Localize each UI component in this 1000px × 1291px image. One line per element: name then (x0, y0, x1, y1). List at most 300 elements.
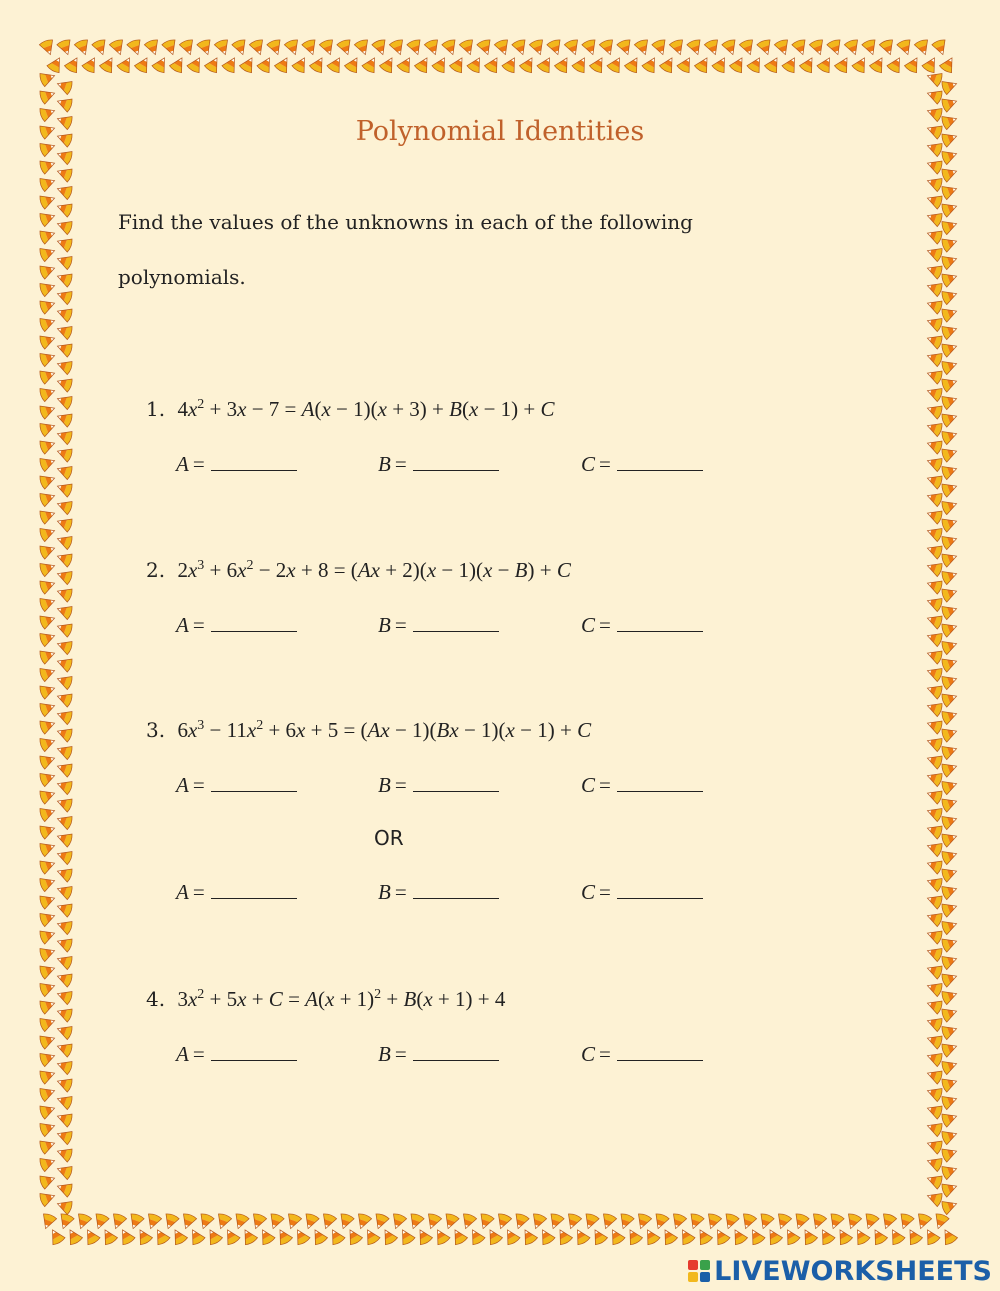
answer-c-3: C = (581, 773, 703, 798)
candy-corn-430 (925, 874, 943, 892)
candy-corn-318 (39, 1032, 57, 1050)
candy-corn-154 (477, 1213, 495, 1231)
candy-corn-252 (39, 454, 57, 472)
candy-corn-190 (792, 1213, 810, 1231)
candy-corn-205 (921, 1226, 940, 1246)
candy-corn-285 (55, 742, 73, 760)
candy-corn-412 (925, 717, 943, 735)
candy-corn-462 (925, 1154, 943, 1172)
candy-corn-7 (99, 54, 118, 74)
candy-corn-94 (861, 39, 879, 57)
candy-corn-244 (39, 384, 57, 402)
candy-corn-349 (941, 165, 959, 183)
candy-corn-321 (55, 1057, 73, 1075)
answer-blank[interactable] (413, 615, 499, 632)
answer-c-4: C = (581, 1042, 703, 1067)
problem-equation: $4x^2 + 3x - 7 = A(x - 1)(x + 3) + B(x - 1) + C$ (177, 397, 555, 421)
problem-equation: $2x^3 + 6x^2 - 2x + 8 = (Ax + 2)(x - 1)(x - B) + C$ (177, 558, 571, 582)
candy-corn-40 (389, 39, 407, 57)
candy-corn-166 (582, 1213, 600, 1231)
candy-corn-237 (55, 322, 73, 340)
candy-corn-246 (39, 402, 57, 420)
candy-corn-130 (267, 1213, 285, 1231)
candy-corn-408 (925, 682, 943, 700)
candy-corn-140 (354, 1213, 372, 1231)
candy-corn-335 (55, 1180, 73, 1198)
candy-corn-83 (764, 54, 783, 74)
candy-corn-144 (389, 1213, 407, 1231)
candy-corn-447 (941, 1022, 959, 1040)
candy-corn-126 (232, 1213, 250, 1231)
candy-corn-286 (39, 752, 57, 770)
candy-corn-165 (571, 1226, 590, 1246)
candy-corn-363 (941, 287, 959, 305)
candy-corn-53 (501, 54, 520, 74)
candy-corn-172 (634, 1213, 652, 1231)
candy-corn-90 (826, 39, 844, 57)
candy-corn-332 (39, 1154, 57, 1172)
candy-corn-306 (39, 927, 57, 945)
candy-corn-124 (214, 1213, 232, 1231)
candy-corn-416 (925, 752, 943, 770)
answer-blank[interactable] (617, 775, 703, 792)
candy-corn-301 (55, 882, 73, 900)
problem-equation: $6x^3 - 11x^2 + 6x + 5 = (Ax - 1)(Bx - 1)(x - 1) + C$ (177, 718, 592, 742)
candy-corn-282 (39, 717, 57, 735)
candy-corn-358 (925, 244, 943, 262)
candy-corn-13 (151, 54, 170, 74)
candy-corn-11 (134, 54, 153, 74)
candy-corn-81 (746, 54, 765, 74)
candy-corn-292 (39, 804, 57, 822)
candy-corn-178 (687, 1213, 705, 1231)
candy-corn-435 (941, 917, 959, 935)
answer-blank[interactable] (413, 1044, 499, 1061)
candy-corn-451 (941, 1057, 959, 1075)
candy-corn-88 (809, 39, 827, 57)
candy-corn-291 (55, 795, 73, 813)
candy-corn-104 (39, 1213, 57, 1231)
candy-corn-82 (756, 39, 774, 57)
candy-corn-376 (925, 402, 943, 420)
candy-corn-414 (925, 734, 943, 752)
candy-corn-118 (162, 1213, 180, 1231)
candy-corn-375 (941, 392, 959, 410)
answer-b-1: B = (378, 452, 499, 477)
candy-corn-230 (39, 262, 57, 280)
candy-corn-111 (99, 1226, 118, 1246)
candy-corn-175 (659, 1226, 678, 1246)
candy-corn-263 (55, 550, 73, 568)
candy-corn-325 (55, 1092, 73, 1110)
candy-corn-355 (941, 217, 959, 235)
answer-a-1: A = (176, 452, 297, 477)
candy-corn-197 (851, 1226, 870, 1246)
candy-corn-28 (284, 39, 302, 57)
candy-corn-281 (55, 707, 73, 725)
candy-corn-241 (55, 357, 73, 375)
candy-corn-23 (239, 54, 258, 74)
candy-corn-96 (879, 39, 897, 57)
candy-corn-49 (466, 54, 485, 74)
candy-corn-58 (546, 39, 564, 57)
candy-corn-249 (55, 427, 73, 445)
candy-corn-125 (221, 1226, 240, 1246)
candy-corn-127 (239, 1226, 258, 1246)
candy-corn-187 (764, 1226, 783, 1246)
candy-corn-272 (39, 629, 57, 647)
candy-corn-60 (564, 39, 582, 57)
candy-corn-45 (431, 54, 450, 74)
candy-corn-466 (925, 1189, 943, 1207)
candy-corn-446 (925, 1014, 943, 1032)
candy-corn-403 (941, 637, 959, 655)
candy-corn-275 (55, 655, 73, 673)
candy-corn-461 (941, 1145, 959, 1163)
candy-corn-379 (941, 427, 959, 445)
candy-corn-402 (925, 629, 943, 647)
logo-text: LIVEWORKSHEETS (714, 1255, 992, 1287)
candy-corn-372 (925, 367, 943, 385)
answer-c-2: C = (581, 613, 703, 638)
candy-corn-429 (941, 865, 959, 883)
candy-corn-228 (39, 244, 57, 262)
candy-corn-406 (925, 664, 943, 682)
candy-corn-437 (941, 935, 959, 953)
candy-corn-75 (694, 54, 713, 74)
candy-corn-134 (302, 1213, 320, 1231)
candy-corn-146 (407, 1213, 425, 1231)
candy-corn-181 (711, 1226, 730, 1246)
candy-corn-240 (39, 349, 57, 367)
candy-corn-348 (925, 157, 943, 175)
candy-corn-283 (55, 725, 73, 743)
candy-corn-452 (925, 1067, 943, 1085)
candy-corn-52 (494, 39, 512, 57)
candy-corn-307 (55, 935, 73, 953)
candy-corn-143 (379, 1226, 398, 1246)
candy-corn-309 (55, 952, 73, 970)
candy-corn-295 (55, 830, 73, 848)
candy-corn-297 (55, 847, 73, 865)
candy-corn-36 (354, 39, 372, 57)
candy-corn-132 (284, 1213, 302, 1231)
candy-corn-64 (599, 39, 617, 57)
candy-corn-253 (55, 462, 73, 480)
candy-corn-407 (941, 672, 959, 690)
candy-corn-163 (554, 1226, 573, 1246)
problem-4 (146, 987, 505, 1012)
candy-corn-34 (336, 39, 354, 57)
candy-corn-420 (925, 787, 943, 805)
answer-blank[interactable] (211, 615, 297, 632)
candy-corn-164 (564, 1213, 582, 1231)
candy-corn-138 (337, 1213, 355, 1231)
candy-corn-383 (941, 462, 959, 480)
candy-corn-177 (676, 1226, 695, 1246)
candy-corn-439 (941, 952, 959, 970)
candy-corn-4 (74, 39, 92, 57)
candy-corn-221 (55, 182, 73, 200)
candy-corn-101 (921, 54, 940, 74)
candy-corn-397 (941, 585, 959, 603)
problem-number: 4. (146, 987, 166, 1011)
candy-corn-273 (55, 637, 73, 655)
candy-corn-436 (925, 927, 943, 945)
candy-corn-42 (406, 39, 424, 57)
candy-corn-117 (151, 1226, 170, 1246)
answer-blank[interactable] (211, 775, 297, 792)
candy-corn-327 (55, 1110, 73, 1128)
candy-corn-183 (729, 1226, 748, 1246)
candy-corn-467 (941, 1197, 959, 1215)
candy-corn-10 (126, 39, 144, 57)
candy-corn-394 (925, 559, 943, 577)
candy-corn-271 (55, 620, 73, 638)
candy-corn-54 (511, 39, 529, 57)
candy-corn-198 (862, 1213, 880, 1231)
candy-corn-169 (606, 1226, 625, 1246)
candy-corn-211 (55, 95, 73, 113)
candy-corn-85 (781, 54, 800, 74)
candy-corn-279 (55, 690, 73, 708)
candy-corn-73 (676, 54, 695, 74)
candy-corn-21 (221, 54, 240, 74)
candy-corn-147 (414, 1226, 433, 1246)
candy-corn-382 (925, 454, 943, 472)
candy-corn-128 (249, 1213, 267, 1231)
candy-corn-62 (581, 39, 599, 57)
candy-corn-255 (55, 480, 73, 498)
candy-corn-66 (616, 39, 634, 57)
candy-corn-341 (941, 95, 959, 113)
candy-corn-460 (925, 1137, 943, 1155)
candy-corn-377 (941, 410, 959, 428)
candy-corn-202 (897, 1213, 915, 1231)
candy-corn-48 (459, 39, 477, 57)
candy-corn-455 (941, 1092, 959, 1110)
candy-corn-413 (941, 725, 959, 743)
candy-corn-449 (941, 1040, 959, 1058)
candy-corn-109 (81, 1226, 100, 1246)
candy-corn-233 (55, 287, 73, 305)
answer-a-2: A = (176, 613, 297, 638)
or-label: OR (374, 826, 404, 850)
candy-corn-453 (941, 1075, 959, 1093)
candy-corn-201 (886, 1226, 905, 1246)
candy-corn-353 (941, 200, 959, 218)
problem-equation: $3x^2 + 5x + C = A(x + 1)^2 + B(x + 1) + 4$ (177, 987, 506, 1011)
candy-corn-131 (274, 1226, 293, 1246)
candy-corn-266 (39, 577, 57, 595)
candy-corn-188 (774, 1213, 792, 1231)
candy-corn-450 (925, 1049, 943, 1067)
candy-corn-92 (844, 39, 862, 57)
candy-corn-370 (925, 349, 943, 367)
candy-corn-61 (571, 54, 590, 74)
candy-corn-6 (91, 39, 109, 57)
candy-corn-260 (39, 524, 57, 542)
candy-corn-398 (925, 594, 943, 612)
candy-corn-336 (39, 1189, 57, 1207)
candy-corn-35 (344, 54, 363, 74)
candy-corn-79 (729, 54, 748, 74)
candy-corn-232 (39, 279, 57, 297)
problem-1 (146, 397, 555, 422)
page-title: Polynomial Identities (355, 116, 645, 147)
candy-corn-395 (941, 567, 959, 585)
candy-corn-388 (925, 507, 943, 525)
candy-corn-25 (256, 54, 275, 74)
candy-corn-454 (925, 1084, 943, 1102)
candy-corn-176 (669, 1213, 687, 1231)
candy-corn-206 (932, 1213, 950, 1231)
candy-corn-209 (55, 77, 73, 95)
candy-corn-150 (442, 1213, 460, 1231)
candy-corn-136 (319, 1213, 337, 1231)
candy-corn-38 (371, 39, 389, 57)
candy-corn-107 (64, 1226, 83, 1246)
candy-corn-72 (669, 39, 687, 57)
candy-corn-195 (834, 1226, 853, 1246)
candy-corn-137 (326, 1226, 345, 1246)
candy-corn-270 (39, 612, 57, 630)
candy-corn-3 (64, 54, 83, 74)
problem-number: 3. (146, 718, 166, 742)
answer-b-3: B = (378, 773, 499, 798)
candy-corn-328 (39, 1119, 57, 1137)
candy-corn-110 (92, 1213, 110, 1231)
candy-corn-56 (529, 39, 547, 57)
answer-blank[interactable] (617, 615, 703, 632)
candy-corn-89 (816, 54, 835, 74)
problem-number: 1. (146, 397, 166, 421)
candy-corn-419 (941, 777, 959, 795)
answer-b-3-alt: B = (378, 880, 499, 905)
candy-corn-71 (659, 54, 678, 74)
candy-corn-239 (55, 340, 73, 358)
candy-corn-39 (379, 54, 398, 74)
candy-corn-224 (39, 209, 57, 227)
candy-corn-289 (55, 777, 73, 795)
answer-blank[interactable] (211, 454, 297, 471)
candy-corn-142 (372, 1213, 390, 1231)
candy-corn-98 (896, 39, 914, 57)
candy-corn-12 (144, 39, 162, 57)
candy-corn-259 (55, 515, 73, 533)
candy-corn-1 (46, 54, 65, 74)
candy-corn-116 (144, 1213, 162, 1231)
candy-corn-304 (39, 909, 57, 927)
candy-corn-296 (39, 839, 57, 857)
candy-corn-369 (941, 340, 959, 358)
candy-corn-392 (925, 542, 943, 560)
answer-blank[interactable] (413, 454, 499, 471)
liveworksheets-logo[interactable] (688, 1254, 992, 1288)
candy-corn-277 (55, 672, 73, 690)
candy-corn-0 (39, 39, 57, 57)
candy-corn-159 (519, 1226, 538, 1246)
candy-corn-121 (186, 1226, 205, 1246)
candy-corn-359 (941, 252, 959, 270)
candy-corn-367 (941, 322, 959, 340)
candy-corn-280 (39, 699, 57, 717)
candy-corn-320 (39, 1049, 57, 1067)
answer-blank[interactable] (617, 1044, 703, 1061)
candy-corn-68 (634, 39, 652, 57)
candy-corn-305 (55, 917, 73, 935)
candy-corn-158 (512, 1213, 530, 1231)
candy-corn-242 (39, 367, 57, 385)
candy-corn-264 (39, 559, 57, 577)
candy-corn-314 (39, 997, 57, 1015)
candy-corn-149 (431, 1226, 450, 1246)
candy-corn-438 (925, 944, 943, 962)
candy-corn-67 (624, 54, 643, 74)
candy-corn-97 (886, 54, 905, 74)
answer-blank[interactable] (211, 1044, 297, 1061)
candy-corn-20 (214, 39, 232, 57)
candy-corn-69 (641, 54, 660, 74)
candy-corn-362 (925, 279, 943, 297)
candy-corn-113 (116, 1226, 135, 1246)
candy-corn-316 (39, 1014, 57, 1032)
candy-corn-47 (449, 54, 468, 74)
candy-corn-171 (624, 1226, 643, 1246)
candy-corn-84 (774, 39, 792, 57)
candy-corn-354 (925, 209, 943, 227)
candy-corn-400 (925, 612, 943, 630)
answer-blank[interactable] (413, 882, 499, 899)
candy-corn-415 (941, 742, 959, 760)
candy-corn-303 (55, 900, 73, 918)
candy-corn-193 (816, 1226, 835, 1246)
answer-blank[interactable] (617, 882, 703, 899)
candy-corn-196 (844, 1213, 862, 1231)
candy-corn-364 (925, 297, 943, 315)
candy-corn-41 (396, 54, 415, 74)
answer-blank[interactable] (413, 775, 499, 792)
candy-corn-95 (869, 54, 888, 74)
candy-corn-294 (39, 822, 57, 840)
candy-corn-440 (925, 962, 943, 980)
candy-corn-331 (55, 1145, 73, 1163)
candy-corn-250 (39, 437, 57, 455)
candy-corn-347 (941, 147, 959, 165)
candy-corn-100 (914, 39, 932, 57)
candy-corn-299 (55, 865, 73, 883)
candy-corn-8 (109, 39, 127, 57)
candy-corn-418 (925, 769, 943, 787)
candy-corn-444 (925, 997, 943, 1015)
candy-corn-30 (301, 39, 319, 57)
instructions-line-2: polynomials. (118, 265, 246, 289)
candy-corn-37 (361, 54, 380, 74)
candy-corn-261 (55, 532, 73, 550)
answer-blank[interactable] (211, 882, 297, 899)
candy-corn-339 (941, 77, 959, 95)
candy-corn-43 (414, 54, 433, 74)
candy-corn-157 (501, 1226, 520, 1246)
candy-corn-226 (39, 227, 57, 245)
answer-blank[interactable] (617, 454, 703, 471)
candy-corn-288 (39, 769, 57, 787)
problem-number: 2. (146, 558, 166, 582)
candy-corn-57 (536, 54, 555, 74)
candy-corn-384 (925, 472, 943, 490)
candy-corn-18 (196, 39, 214, 57)
candy-corn-29 (291, 54, 310, 74)
